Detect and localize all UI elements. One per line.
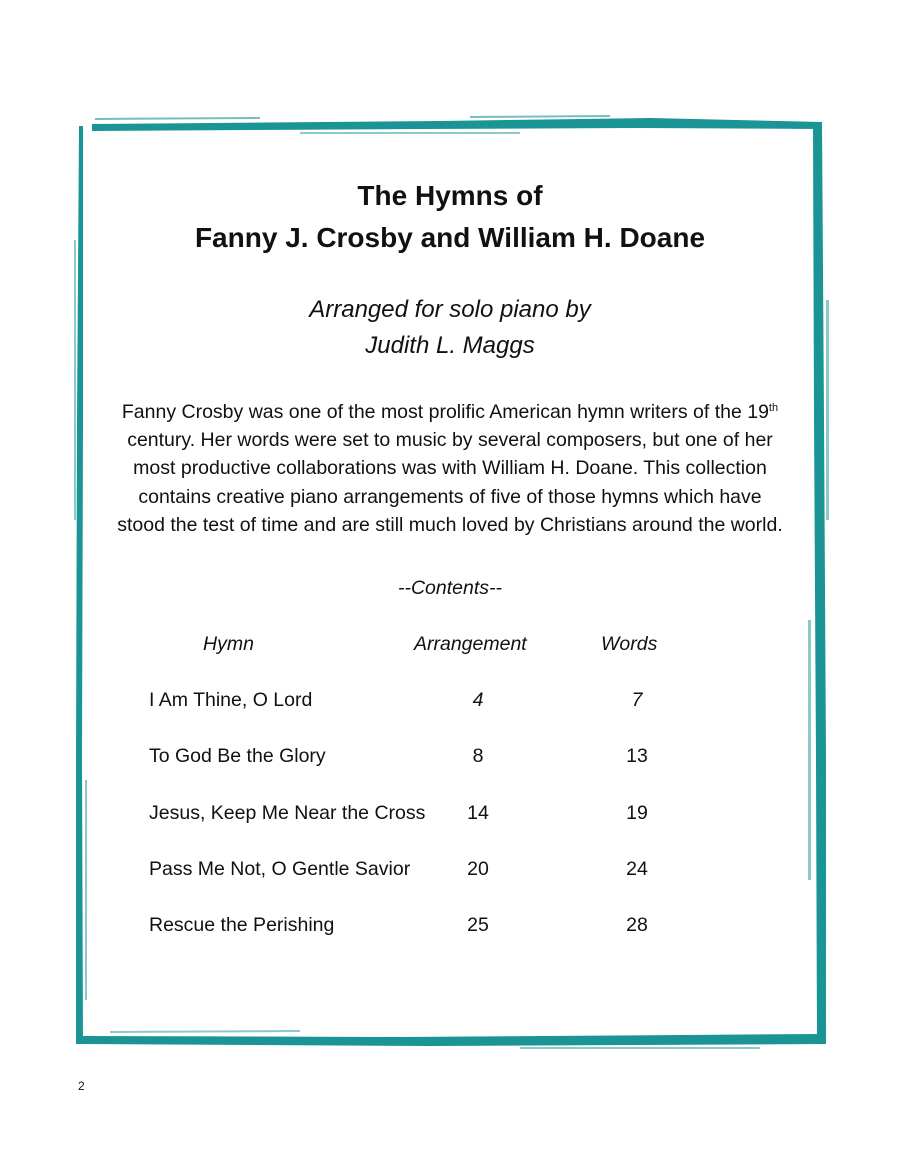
column-header-hymn: Hymn bbox=[203, 633, 254, 655]
intro-line-5: stood the test of time and are still much loved by Christians around the world. bbox=[117, 513, 783, 536]
hymn-title: To God Be the Glory bbox=[149, 745, 326, 767]
contents-row bbox=[0, 912, 900, 938]
hymn-title: Rescue the Perishing bbox=[149, 914, 335, 936]
column-header-words: Words bbox=[601, 633, 658, 655]
intro-line-4: contains creative piano arrangements of five of those hymns which have bbox=[138, 485, 762, 508]
title-line-2: Fanny J. Crosby and William H. Doane bbox=[194, 222, 706, 253]
arrangement-page: 8 bbox=[472, 745, 484, 767]
hymn-title: Jesus, Keep Me Near the Cross bbox=[149, 802, 426, 824]
title-line-1: The Hymns of bbox=[357, 180, 543, 211]
intro-line-3: most productive collaborations was with William H. Doane. This collection bbox=[133, 457, 767, 480]
intro-paragraph bbox=[90, 398, 810, 539]
words-page: 28 bbox=[626, 914, 648, 936]
words-page: 7 bbox=[631, 689, 643, 711]
arrangement-page: 4 bbox=[472, 689, 484, 711]
arrangement-page: 25 bbox=[467, 914, 489, 936]
contents-row bbox=[0, 687, 900, 713]
intro-line-2: century. Her words were set to music by several composers, but one of her bbox=[127, 429, 773, 452]
contents-row bbox=[0, 800, 900, 826]
arrangement-page: 20 bbox=[467, 858, 489, 880]
words-page: 13 bbox=[626, 745, 648, 767]
contents-heading: --Contents-- bbox=[397, 577, 503, 599]
contents-row bbox=[0, 856, 900, 882]
subtitle-line-1: Arranged for solo piano by bbox=[309, 296, 591, 323]
hymn-title: I Am Thine, O Lord bbox=[149, 689, 313, 711]
words-page: 24 bbox=[626, 858, 648, 880]
hymn-title: Pass Me Not, O Gentle Savior bbox=[149, 858, 411, 880]
ordinal-suffix: th bbox=[768, 402, 779, 414]
page-number: 2 bbox=[78, 1079, 85, 1093]
contents-row bbox=[0, 743, 900, 769]
arrangement-page: 14 bbox=[467, 802, 489, 824]
words-page: 19 bbox=[626, 802, 648, 824]
intro-line-1: Fanny Crosby was one of the most prolific American hymn writers of the 19th bbox=[121, 401, 779, 423]
column-header-arrangement: Arrangement bbox=[414, 633, 527, 655]
subtitle-line-2: Judith L. Maggs bbox=[365, 332, 535, 359]
